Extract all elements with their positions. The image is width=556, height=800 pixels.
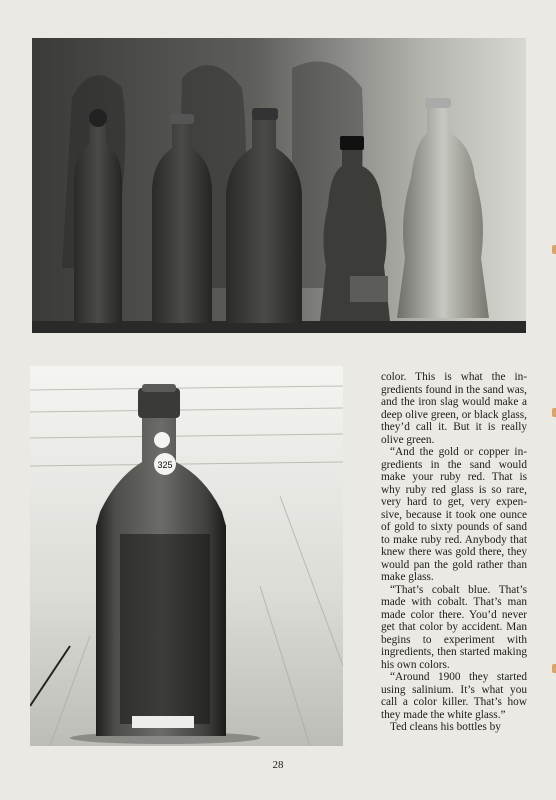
bottles-row-image <box>32 38 526 333</box>
edge-stain <box>552 408 556 417</box>
bottle-tag-label: 325 <box>157 460 173 470</box>
single-bottle-image <box>30 366 343 746</box>
edge-stain <box>552 664 556 673</box>
paragraph-5: Ted cleans his bottles by <box>390 721 501 733</box>
edge-stain <box>552 245 556 254</box>
paragraph-3: “That’s cobalt blue. That’s made with cobalt. That’s man made color there. You’d never get that color by accident. Man begins to experiment with ingredients, then started making his own colors. <box>381 583 527 671</box>
bottles-row-photo <box>32 38 526 333</box>
paragraph-4: “Around 1900 they started using salinium. It’s what you call a color killer. That’s how they made the white glass.” <box>381 671 527 721</box>
page-number: 28 <box>272 759 284 771</box>
single-bottle-photo <box>30 366 343 746</box>
paragraph-2: “And the gold or copper ingredients in the sand would make your ruby red. That is why ruby red glass is so rare, very hard to get, very expensive, because it took one ounce of gold to sixty pounds of sand to make ruby red. Anybody that knew there was gold there, they would pan the gold rather than make glass. <box>381 446 527 583</box>
paragraph-1: color. This is what the ingredients found in the sand was, and the iron slag would make a deep olive green, or black glass, they’d call it. But it is really olive green. <box>381 371 527 446</box>
article-text-column <box>381 371 527 734</box>
